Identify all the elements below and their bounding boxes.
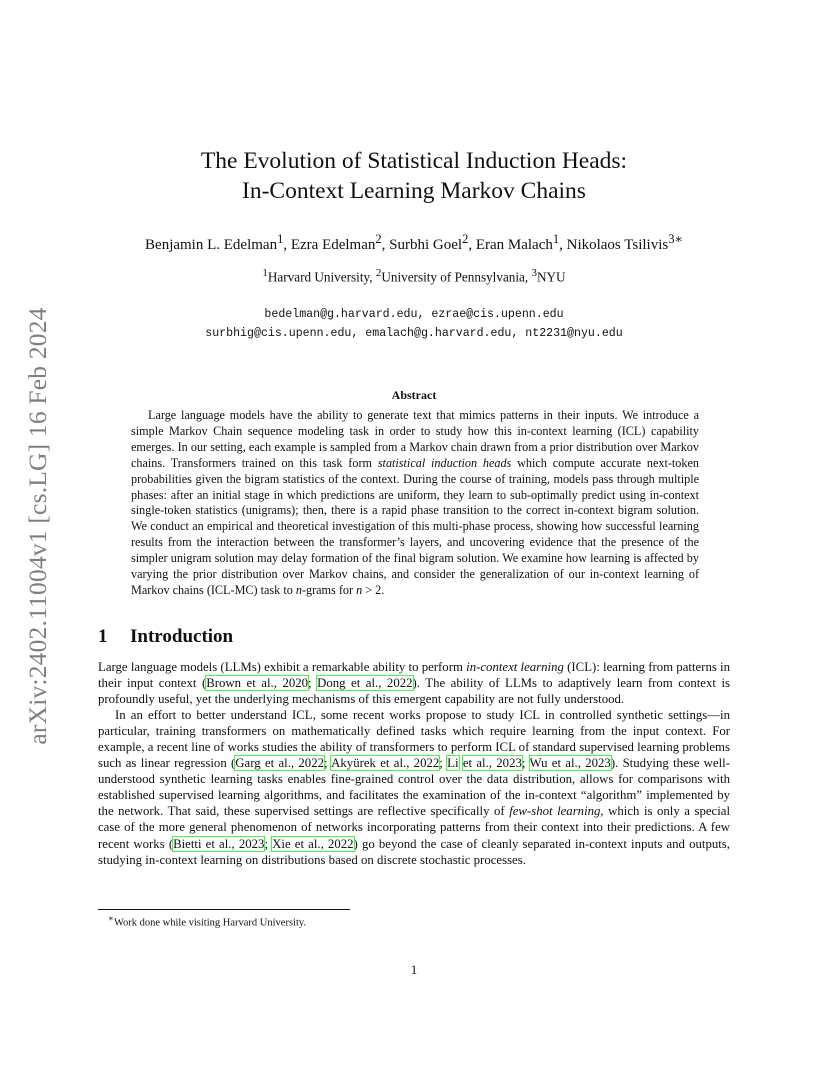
author-name: Benjamin L. Edelman	[145, 237, 278, 253]
footnote-text: Work done while visiting Harvard University.	[113, 917, 307, 929]
affil-mark: 1	[262, 267, 268, 279]
text-span: ;	[308, 676, 318, 691]
page-number: 1	[410, 962, 418, 977]
author-affil-mark: 2	[462, 232, 469, 246]
text-span: (ICL): learning from patterns in their input context (	[98, 660, 730, 691]
author-list: Benjamin L. Edelman$^1$, Ezra Edelman$^2$, Surbhi Goel$^2$, Eran Malach$^1$, Nikolaos Tsilivis$^{3∗}$	[145, 232, 683, 253]
text-span: In an effort to better understand ICL, some recent works propose to study ICL in controlled synthetic settings—in particular, training transformers on mathematically defined tasks which require learning from the input context. For example, a recent line of works studies the ability of transformers to perform ICL of standard supervised learning problems such as linear regression (	[98, 708, 730, 771]
abstract-text	[131, 408, 699, 599]
footnote-mark: ∗	[108, 913, 114, 923]
math-variable: n	[356, 582, 363, 597]
paragraph-2	[98, 707, 730, 867]
text-span: ;	[264, 836, 273, 851]
affiliation-list: $^1$Harvard University, $^2$University of Pennsylvania, $^3$NYU	[262, 267, 566, 285]
citation-link[interactable]: et al., 2023	[462, 756, 522, 771]
text-span: ;	[324, 756, 332, 771]
email-line-1: bedelman@g.harvard.edu, ezrae@cis.upenn.edu	[264, 308, 564, 321]
footnote	[98, 913, 306, 929]
abstract-span: -grams for	[301, 582, 357, 597]
title-line-1: The Evolution of Statistical Induction Heads:	[200, 148, 628, 174]
citation-link[interactable]: Akyürek et al., 2022	[331, 756, 440, 771]
abstract-heading: Abstract	[391, 388, 437, 402]
author-affil-mark: 1	[552, 232, 560, 246]
text-span: ;	[439, 756, 448, 771]
citation-link[interactable]: Wu et al., 2023	[529, 756, 611, 771]
author-name: Surbhi Goel	[389, 237, 463, 253]
abstract-emphasis: statistical induction heads	[377, 455, 512, 470]
abstract-span: Large language models have the ability to generate text that mimics patterns in their inputs. We introduce a simple Markov Chain sequence modeling task in order to study how this in-context learning (ICL) capability emerges. In our setting, each example is sampled from a Markov chain drawn from a prior distribution over Markov chains. Transformers trained on this task form	[131, 408, 699, 470]
paragraph-1	[98, 659, 730, 707]
text-span: Large language models (LLMs) exhibit a remarkable ability to perform	[98, 660, 467, 674]
body-text	[98, 659, 730, 868]
author-affil-mark: 2	[375, 232, 382, 246]
section-number: 1	[98, 626, 108, 647]
affil-mark: 2	[375, 267, 382, 279]
author-affil-mark: 3∗	[668, 232, 683, 246]
section-heading	[98, 626, 233, 648]
text-span: ) go beyond the case of cleanly separated in-context inputs and outputs, studying in-context learning on distributions based on discrete stochastic processes.	[98, 836, 730, 867]
abstract-span: > 2.	[362, 582, 385, 597]
title-line-2: In-Context Learning Markov Chains	[242, 178, 586, 204]
emphasis: few-shot learning,	[509, 804, 604, 819]
citation-link[interactable]: Li	[447, 756, 459, 771]
arxiv-sidebar-stamp: arXiv:2402.11004v1 [cs.LG] 16 Feb 2024	[23, 307, 52, 745]
section-title: Introduction	[130, 626, 234, 647]
citation-link[interactable]: Dong et al., 2022	[317, 676, 413, 691]
affiliation-name: Harvard University	[267, 269, 370, 285]
text-span: which is only a special case of the more general phenomenon of networks incorporating patterns from their context into their predictions. A few recent works (	[98, 804, 730, 851]
affiliation-name: University of Pennsylvania	[381, 269, 525, 285]
affiliation-name: NYU	[537, 269, 566, 285]
author-name: Ezra Edelman	[290, 237, 376, 253]
abstract-span: which compute accurate next-token probabilities given the bigram statistics of the context. During the course of training, models pass through multiple phases: after an initial stage in which predictions are uniform, they learn to sub-optimally predict using in-context single-token statistics (unigrams); then, there is a rapid phase transition to the correct in-context bigram solution. We conduct an empirical and theoretical investigation of this multi-phase process, showing how successful learning results from the interaction between the transformer’s layers, and uncovering evidence that the presence of the simpler unigram solution may delay formation of the final bigram solution. We examine how learning is affected by varying the prior distribution over Markov chains, and consider the generalization of our in-context learning of Markov chains (ICL-MC) task to	[131, 455, 700, 597]
email-block	[98, 305, 730, 343]
citation-link[interactable]: Brown et al., 2020	[206, 676, 309, 691]
author-name: Eran Malach	[475, 237, 553, 253]
citation-link[interactable]: Garg et al., 2022	[235, 756, 324, 771]
text-span: ). Studying these well-understood synthetic learning tasks enables fine-grained control over the data distribution, allows for comparisons with established supervised learning algorithms, and facilitates the examination of the in-context “algorithm” implemented by the network. That said, these supervised settings are reflective specifically of	[98, 756, 730, 819]
affil-mark: 3	[531, 267, 537, 279]
citation-link[interactable]: Xie et al., 2022	[272, 836, 354, 851]
emphasis: in-context learning	[466, 660, 564, 674]
footnote-rule	[98, 909, 350, 910]
text-span: ). The ability of LLMs to adaptively learn from context is profoundly useful, yet the underlying mechanisms of this emergent capability are not fully understood.	[98, 676, 730, 707]
text-span: ;	[521, 756, 530, 771]
citation-link[interactable]: Bietti et al., 2023	[173, 836, 265, 851]
email-line-2: surbhig@cis.upenn.edu, emalach@g.harvard.edu, nt2231@nyu.edu	[205, 327, 623, 340]
author-name: Nikolaos Tsilivis	[566, 237, 669, 253]
math-variable: n	[295, 582, 302, 597]
author-affil-mark: 1	[277, 232, 284, 246]
paper-title	[98, 146, 730, 206]
